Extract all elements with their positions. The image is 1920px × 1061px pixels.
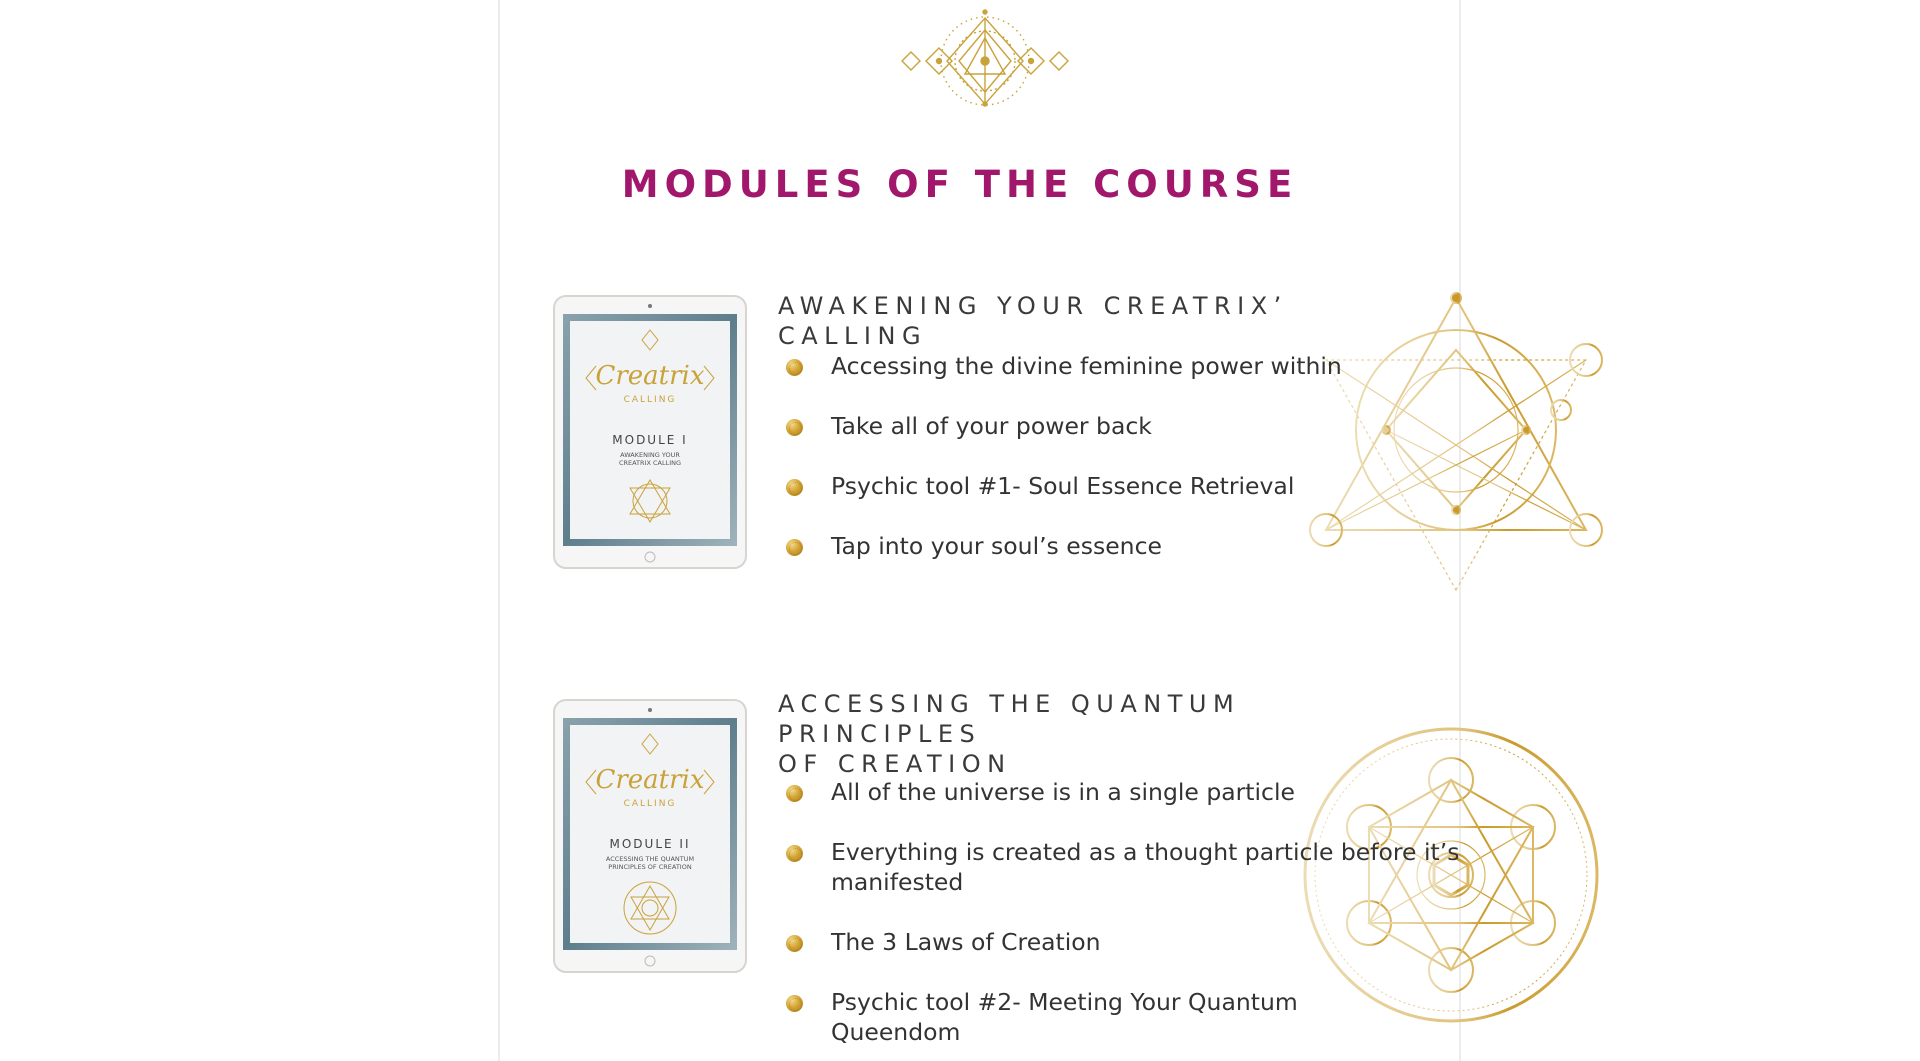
list-item (786, 351, 1426, 381)
module-title (778, 689, 1418, 779)
bullet-text: Psychic tool #1- Soul Essence Retrieval (831, 472, 1295, 500)
section-heading: MODULES OF THE COURSE (621, 163, 1299, 206)
bullet-text: Tap into your soul’s essence (831, 532, 1162, 560)
module-bullet-list (786, 777, 1460, 1047)
bullet-text: Take all of your power back (831, 412, 1152, 440)
module-title-line: ACCESSING THE QUANTUM PRINCIPLES (778, 690, 1241, 748)
gold-bullet-icon (786, 419, 803, 436)
gold-bullet-icon (786, 935, 803, 952)
cover-subtitle: ACCESSING THE QUANTUM (605, 855, 695, 863)
bullet-text: All of the universe is in a single particle (831, 778, 1295, 806)
cover-brand: Creatrix (595, 765, 705, 795)
list-item (786, 987, 1351, 1047)
gold-bullet-icon (786, 845, 803, 862)
list-item (786, 837, 1471, 897)
module-title-line: OF CREATION (778, 750, 1012, 778)
list-item (786, 927, 1426, 957)
cover-subtitle: PRINCIPLES OF CREATION (608, 863, 692, 871)
cover-module-label: MODULE II (609, 837, 691, 851)
list-item (786, 531, 1426, 561)
module-title: AWAKENING YOUR CREATRIX’ CALLING (778, 292, 1288, 350)
bullet-text: Psychic tool #2- Meeting Your Quantum Queendom (831, 988, 1298, 1046)
list-item (786, 777, 1426, 807)
gold-bullet-icon (786, 539, 803, 556)
gold-bullet-icon (786, 359, 803, 376)
list-item (786, 471, 1426, 501)
cover-brand-sub: CALLING (623, 395, 677, 405)
cover-brand: Creatrix (595, 361, 705, 391)
gold-bullet-icon (786, 479, 803, 496)
cover-subtitle: AWAKENING YOUR (620, 451, 680, 459)
list-item (786, 411, 1426, 441)
tablet-cover-icon (552, 698, 748, 974)
ornamental-divider-icon (571, 0, 1439, 110)
column-border-left (498, 0, 500, 1061)
tablet-cover-icon (552, 294, 748, 570)
module-bullet-list (786, 351, 1426, 561)
bullet-text: The 3 Laws of Creation (831, 928, 1101, 956)
cover-subtitle: CREATRIX CALLING (618, 459, 682, 467)
bullet-text: Everything is created as a thought particle before it’s manifested (831, 838, 1460, 896)
gold-bullet-icon (786, 995, 803, 1012)
cover-brand-sub: CALLING (623, 799, 677, 809)
cover-module-label: MODULE I (612, 433, 688, 447)
gold-bullet-icon (786, 785, 803, 802)
bullet-text: Accessing the divine feminine power within (831, 352, 1342, 380)
